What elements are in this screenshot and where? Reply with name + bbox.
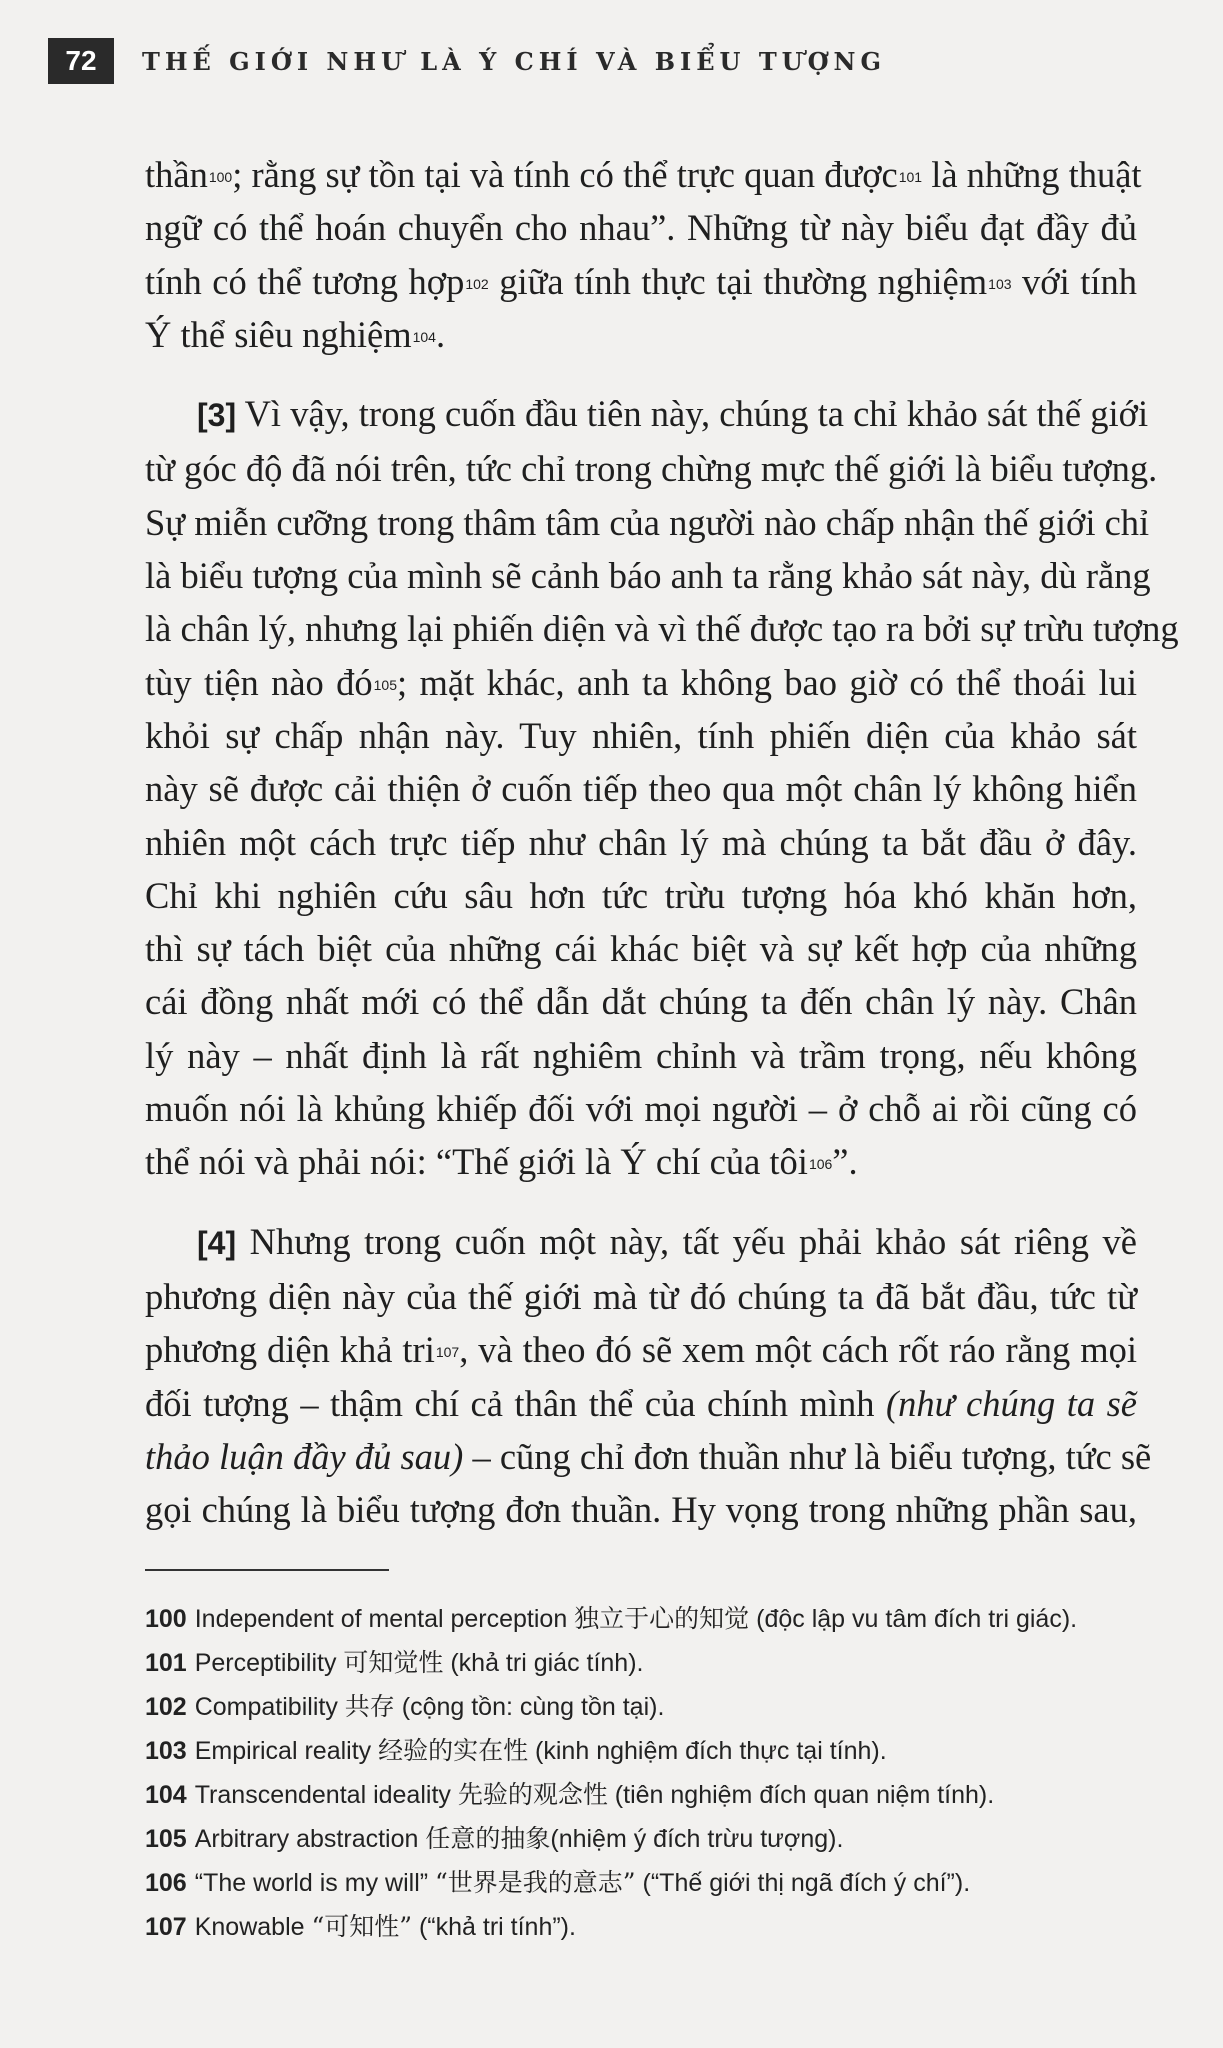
- text-run: tính có thể tương hợp: [145, 260, 465, 302]
- text-run: giữa tính thực tại thường nghiệm: [488, 260, 988, 302]
- text-line: [145, 148, 1142, 201]
- footnote-103: [145, 1729, 1145, 1773]
- footnotes: [145, 1597, 1145, 1949]
- text-run: thể nói và phải nói: “Thế giới là Ý chí của tôi: [145, 1141, 808, 1183]
- footnote-divider: [145, 1569, 389, 1571]
- text-line: nhiên một cách trực tiếp như chân lý mà chúng ta bắt đầu ở đây.: [145, 821, 1137, 863]
- footnote-ref[interactable]: 102: [465, 275, 489, 292]
- footnote-number: 106: [145, 1869, 187, 1897]
- text-line: [145, 1430, 1152, 1483]
- section-number: [4]: [197, 1224, 237, 1261]
- text-line: Chỉ khi nghiên cứu sâu hơn tức trừu tượng hóa khó khăn hơn,: [145, 874, 1137, 916]
- text-line: cái đồng nhất mới có thể dẫn dắt chúng ta đến chân lý này. Chân: [145, 981, 1137, 1023]
- footnote-chinese: 独立于心的知觉: [574, 1604, 750, 1633]
- footnote-english: Perceptibility: [194, 1649, 344, 1677]
- footnote-107: [145, 1905, 1145, 1949]
- footnote-vietnamese: (“khả tri tính”).: [412, 1913, 576, 1941]
- footnote-chinese: 先验的观念性: [457, 1780, 608, 1809]
- footnote-number: 102: [145, 1693, 187, 1721]
- footnote-ref[interactable]: 105: [373, 676, 397, 693]
- text-line: gọi chúng là biểu tượng đơn thuần. Hy vọng trong những phần sau,: [145, 1489, 1137, 1531]
- text-line: [145, 1323, 1137, 1376]
- footnote-chinese: 任意的抽象: [425, 1824, 551, 1853]
- footnote-chinese: 共存: [344, 1692, 395, 1721]
- footnote-ref[interactable]: 100: [208, 169, 233, 185]
- text-line: phương diện này của thế giới mà từ đó chúng ta đã bắt đầu, tức từ: [145, 1275, 1137, 1317]
- text-line: [145, 1215, 1137, 1270]
- text-run: phương diện khả tri: [145, 1329, 435, 1371]
- text-line: từ góc độ đã nói trên, tức chỉ trong chừng mực thế giới là biểu tượng.: [145, 448, 1158, 490]
- paragraph-3: [145, 1215, 1152, 1537]
- footnote-vietnamese: (“Thế giới thị ngã đích ý chí”).: [635, 1869, 971, 1897]
- footnote-english: “The world is my will”: [194, 1869, 436, 1897]
- text-line: thì sự tách biệt của những cái khác biệt và sự kết hợp của những: [145, 928, 1137, 970]
- text-run: với tính: [1011, 260, 1137, 302]
- footnote-101: [145, 1641, 1145, 1685]
- footnote-number: 104: [145, 1781, 187, 1809]
- footnote-ref[interactable]: 101: [898, 169, 923, 185]
- footnote-106: [145, 1861, 1145, 1905]
- footnote-english: Independent of mental perception: [194, 1605, 575, 1633]
- text-line: khỏi sự chấp nhận này. Tuy nhiên, tính phiến diện của khảo sát: [145, 714, 1137, 756]
- footnote-vietnamese: (nhiệm ý đích trừu tượng).: [550, 1825, 844, 1853]
- italic-run: (như chúng ta sẽ: [886, 1382, 1137, 1424]
- footnote-chinese: 可知觉性: [343, 1648, 444, 1677]
- footnote-vietnamese: (khả tri giác tính).: [443, 1649, 644, 1677]
- text-line: [145, 308, 1137, 361]
- footnote-english: Knowable: [194, 1913, 312, 1941]
- footnote-102: [145, 1685, 1145, 1729]
- footnote-number: 105: [145, 1825, 187, 1853]
- text-run: Vì vậy, trong cuốn đầu tiên này, chúng ta chỉ khảo sát thế giới: [236, 393, 1149, 435]
- text-line: [145, 656, 1137, 709]
- footnote-english: Arbitrary abstraction: [194, 1825, 426, 1853]
- text-run: , và theo đó sẽ xem một cách rốt ráo rằng mọi: [459, 1329, 1138, 1371]
- text-run: đối tượng – thậm chí cả thân thể của chính mình: [145, 1382, 887, 1424]
- text-line: [145, 1135, 1137, 1188]
- footnote-english: Compatibility: [194, 1693, 345, 1721]
- text-line: là chân lý, nhưng lại phiến diện và vì thế được tạo ra bởi sự trừu tượng: [145, 608, 1179, 650]
- text-run: ; mặt khác, anh ta không bao giờ có thể thoái lui: [397, 661, 1138, 703]
- text-line: [145, 387, 1149, 442]
- italic-run: thảo luận đầy đủ sau): [145, 1435, 464, 1477]
- text-run: ; rằng sự tồn tại và tính có thể trực quan được: [232, 154, 898, 195]
- text-line: Sự miễn cưỡng trong thâm tâm của người nào chấp nhận thế giới chỉ: [145, 501, 1150, 543]
- footnote-ref[interactable]: 106: [808, 1156, 833, 1173]
- text-run: thần: [145, 154, 208, 195]
- paragraph-1: [145, 148, 1142, 361]
- footnote-100: [145, 1597, 1145, 1641]
- text-run: .: [435, 313, 446, 355]
- text-line: này sẽ được cải thiện ở cuốn tiếp theo qua một chân lý không hiển: [145, 768, 1137, 810]
- footnote-ref[interactable]: 103: [988, 275, 1012, 292]
- running-header: [48, 38, 886, 84]
- footnote-104: [145, 1773, 1145, 1817]
- footnote-english: Transcendental ideality: [194, 1781, 458, 1809]
- footnote-vietnamese: (cộng tồn: cùng tồn tại).: [394, 1693, 665, 1721]
- text-line: là biểu tượng của mình sẽ cảnh báo anh ta rằng khảo sát này, dù rằng: [145, 555, 1151, 597]
- text-line: lý này – nhất định là rất nghiêm chỉnh và trầm trọng, nếu không: [145, 1034, 1137, 1076]
- footnote-number: 101: [145, 1649, 187, 1677]
- footnote-number: 103: [145, 1737, 187, 1765]
- section-number: [3]: [197, 397, 237, 434]
- footnote-chinese: 经验的实在性: [378, 1736, 529, 1765]
- footnote-chinese: “可知性”: [311, 1912, 413, 1941]
- running-title: THẾ GIỚI NHƯ LÀ Ý CHÍ VÀ BIỂU TƯỢNG: [142, 46, 886, 76]
- paragraph-2: [145, 387, 1179, 1188]
- footnote-vietnamese: (kinh nghiệm đích thực tại tính).: [528, 1737, 887, 1765]
- footnote-ref[interactable]: 104: [412, 328, 436, 345]
- text-line: [145, 255, 1137, 308]
- text-run: Nhưng trong cuốn một này, tất yếu phải khảo sát riêng về: [236, 1220, 1137, 1262]
- text-run: Ý thể siêu nghiệm: [145, 313, 412, 355]
- footnote-number: 100: [145, 1605, 187, 1633]
- footnote-number: 107: [145, 1913, 187, 1941]
- text-line: ngữ có thể hoán chuyển cho nhau”. Những từ này biểu đạt đầy đủ: [145, 207, 1137, 249]
- footnote-105: [145, 1817, 1145, 1861]
- text-run: tùy tiện nào đó: [145, 661, 373, 703]
- footnote-english: Empirical reality: [194, 1737, 379, 1765]
- body-text: [145, 148, 1179, 1562]
- text-line: muốn nói là khủng khiếp đối với mọi người – ở chỗ ai rồi cũng có: [145, 1088, 1137, 1130]
- text-line: [145, 1377, 1137, 1430]
- text-run: – cũng chỉ đơn thuần như là biểu tượng, tức sẽ: [463, 1435, 1152, 1477]
- text-run: là những thuật: [922, 154, 1142, 195]
- footnote-vietnamese: (tiên nghiệm đích quan niệm tính).: [607, 1781, 995, 1809]
- footnote-vietnamese: (độc lập vu tâm đích tri giác).: [749, 1605, 1078, 1633]
- text-run: ”.: [832, 1141, 858, 1183]
- footnote-ref[interactable]: 107: [435, 1344, 460, 1361]
- footnote-chinese: “世界是我的意志”: [435, 1868, 636, 1897]
- page-number: 72: [48, 38, 114, 84]
